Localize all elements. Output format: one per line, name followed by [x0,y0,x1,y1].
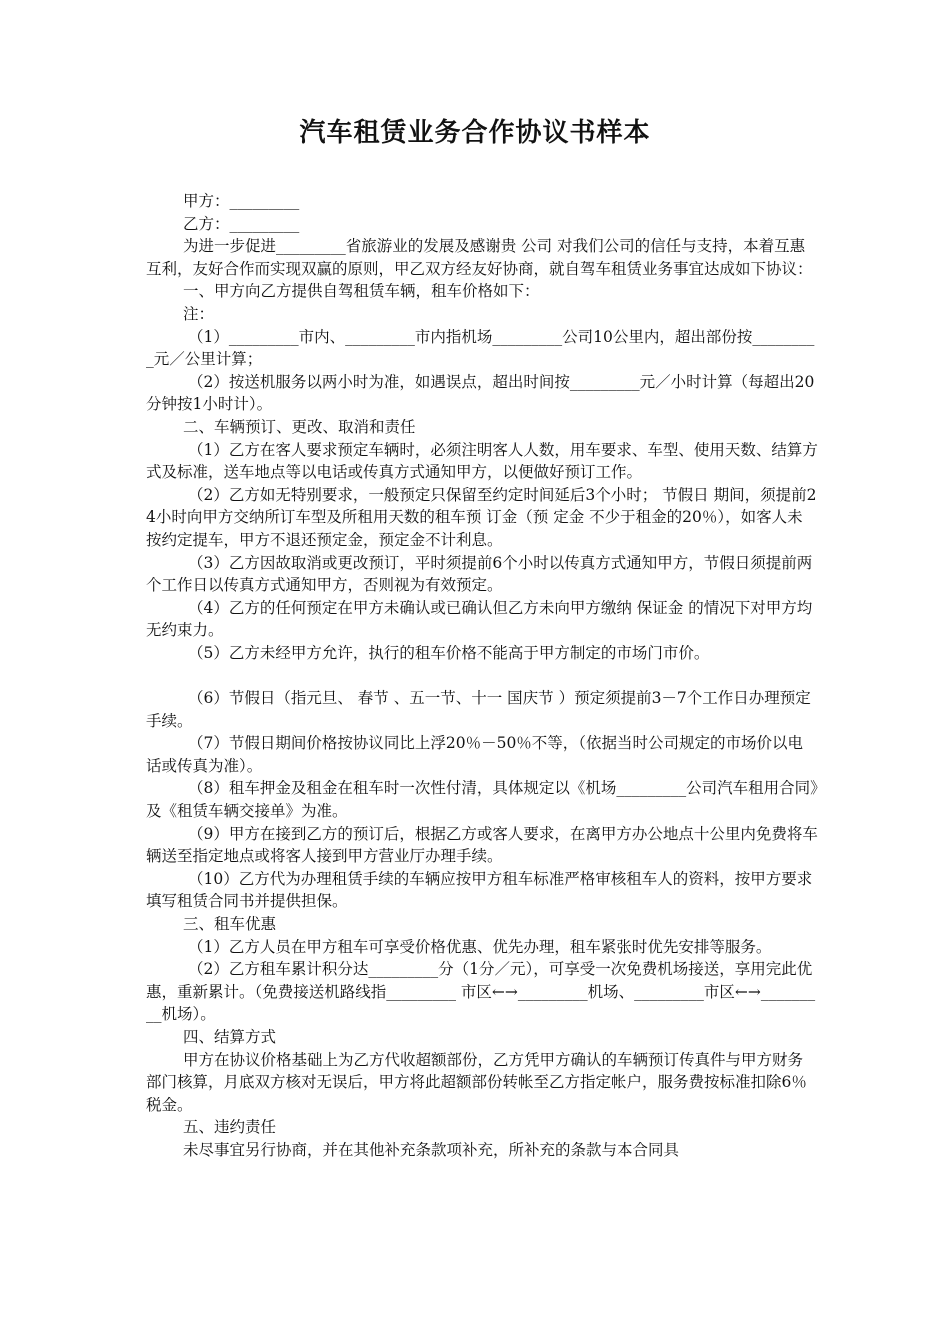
paragraph: 二、车辆预订、更改、取消和责任 [183,417,416,436]
paragraph: （6）节假日（指元旦、 春节 、五一节、十一 国庆节 ）预定须提前3－7个工作日办理预定手续。 [146,689,811,730]
paragraph: （1）乙方人员在甲方租车可享受价格优惠、优先办理，租车紧张时优先安排等服务。 [188,937,772,956]
paragraph: 甲方：_________ [183,192,300,210]
paragraph: （10）乙方代为办理租赁手续的车辆应按甲方租车标准严格审核租车人的资料，按甲方要求填写租赁合同书并提供担保。 [146,869,813,911]
paragraph: （5）乙方未经甲方允许，执行的租车价格不能高于甲方制定的市场门市价。 [188,643,710,662]
paragraph: 乙方：_________ [183,214,300,233]
document-title: 汽车租赁业务合作协议书样本 [299,118,651,148]
paragraph: （1）_________市内、_________市内指机场_________公司10公里内，超出部份按_________元／公里计算； [146,327,815,369]
paragraph: （7）节假日期间价格按协议同比上浮20％－50％不等，（依据当时公司规定的市场价以电话或传真为准）。 [146,734,804,775]
paragraph: （1）乙方在客人要求预定车辆时，必须注明客人人数，用车要求、车型、使用天数、结算方式及标准，送车地点等以电话或传真方式通知甲方，以便做好预订工作。 [146,440,818,482]
paragraph: 甲方在协议价格基础上为乙方代收超额部份，乙方凭甲方确认的车辆预订传真件与甲方财务部门核算，月底双方核对无误后，甲方将此超额部份转帐至乙方指定帐户，服务费按标准扣除6％税金。 [146,1050,807,1114]
paragraph: （2）乙方如无特别要求，一般预定只保留至约定时间延后3个小时； 节假日 期间，须提前24小时向甲方交纳所订车型及所租用天数的租车预 订金（预 定金 不少于租金的20％），如客人未按约定提车，甲方不退还预定金，预定金不计利息。 [146,485,817,549]
document-body [146,190,818,1162]
paragraph: （4）乙方的任何预定在甲方未确认或已确认但乙方未向甲方缴纳 保证金 的情况下对甲方均无约束力。 [146,598,813,640]
paragraph: 一、甲方向乙方提供自驾租赁车辆，租车价格如下： [183,282,540,301]
paragraph: 注： [183,304,215,323]
paragraph: （3）乙方因故取消或更改预订，平时须提前6个小时以传真方式通知甲方，节假日须提前两个工作日以传真方式通知甲方，否则视为有效预定。 [146,553,813,595]
paragraph: 五、违约责任 [183,1118,277,1137]
paragraph: （8）租车押金及租金在租车时一次性付清，具体规定以《机场_________公司汽车租用合同》及《租赁车辆交接单》为准。 [146,779,818,821]
paragraph: 三、租车优惠 [183,915,277,933]
paragraph: 四、结算方式 [183,1027,277,1046]
paragraph: （9）甲方在接到乙方的预订后，根据乙方或客人要求，在离甲方办公地点十公里内免费将车辆送至指定地点或将客人接到甲方营业厅办理手续。 [146,824,818,866]
paragraph: （2）按送机服务以两小时为准，如遇误点，超出时间按_________元／小时计算（每超出20分钟按1小时计）。 [146,372,815,414]
blank-line [146,664,818,687]
paragraph: 未尽事宜另行协商，并在其他补充条款项补充，所补充的条款与本合同具 [183,1140,680,1159]
paragraph: （2）乙方租车累计积分达_________分（1分／元），可享受一次免费机场接送，享用完此优惠，重新累计。（免费接送机路线指_________ 市区←→_________机场、_________市区←→_________机场）。 [146,960,816,1024]
paragraph: 为进一步促进_________省旅游业的发展及感谢贵 公司 对我们公司的信任与支持，本着互惠互利，友好合作而实现双赢的原则，甲乙双方经友好协商，就自驾车租赁业务事宜达成如下协议： [146,237,813,278]
